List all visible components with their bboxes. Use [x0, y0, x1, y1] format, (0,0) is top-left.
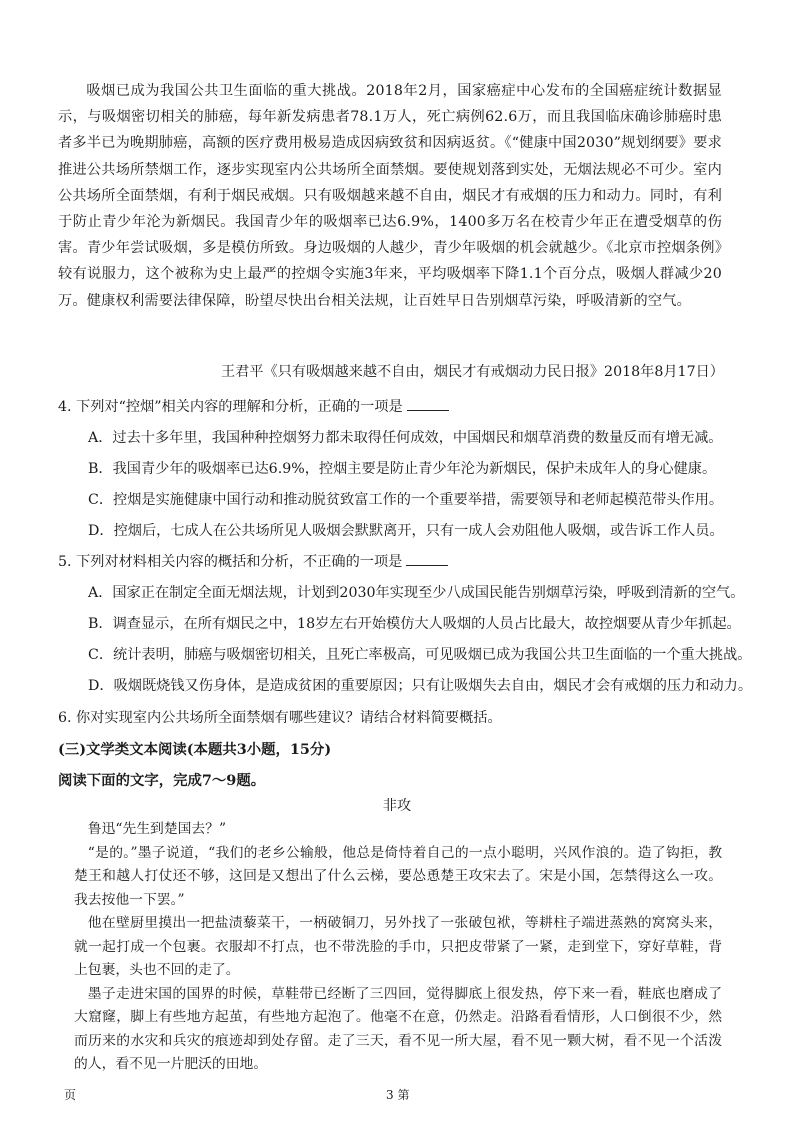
story-paragraph: 鲁迅“先生到楚国去？” [87, 821, 227, 837]
q4-option-b: B．我国青少年的吸烟率已达6.9%，控烟主要是防止青少年沦为新烟民，保护未成年人的身心健康。 [88, 461, 717, 477]
story-paragraph: 他在壁厨里摸出一把盐渍藜菜干，一柄破铜刀，另外找了一张破包袱，等耕柱子端进蒸熟的窝窝头来，就一起打成一个包裹。衣服却不打点，也不带洗脸的手巾，只把皮带紧了一紧，走到堂下，穿好草鞋，背上包裹，头也不回的走了。 [74, 915, 722, 978]
q4-option-d: D．控烟后，七成人在公共场所见人吸烟会默默离开，只有一成人会劝阻他人吸烟，或告诉工作人员。 [88, 523, 724, 539]
answer-blank[interactable] [407, 396, 449, 411]
q4-option-a: A．过去十多年里，我国种种控烟努力都未取得任何成效，中国烟民和烟草消费的数量反而有增无减。 [88, 430, 723, 446]
q5-option-b: B．调查显示，在所有烟民之中，18岁左右开始模仿大人吸烟的人员占比最大，故控烟要从青少年抓起。 [88, 616, 741, 632]
footer-page-label: 页 [64, 1088, 77, 1102]
story-paragraph: 墨子走进宋国的国界的时候，草鞋带已经断了三四回，觉得脚底上很发热，停下来一看，鞋底也磨成了大窟窿，脚上有些地方起茧，有些地方起泡了。他毫不在意，仍然走。沿路看看情形，人口倒很不少，然而历来的水灾和兵灾的痕迹却到处存留。走了三天，看不见一所大屋，看不见一颗大树，看不见一个活泼的人，看不见一片肥沃的田地。 [74, 985, 722, 1072]
q5-option-d: D．吸烟既烧钱又伤身体，是造成贫困的重要原因；只有让吸烟失去自由，烟民才会有戒烟的压力和动力。 [88, 678, 753, 694]
story-title: 非攻 [382, 798, 412, 814]
question-5-stem: 5. 下列对材料相关内容的概括和分析，不正确的一项是 [58, 554, 403, 570]
passage-source: 王君平《只有吸烟越来越不自由，烟民才有戒烟动力民日报》2018年8月17日） [220, 364, 724, 380]
section-instruction: 阅读下面的文字，完成7～9题。 [58, 772, 266, 789]
q5-option-a: A．国家正在制定全面无烟法规，计划到2030年实现至少八成国民能告别烟草污染，呼吸到清新的空气。 [88, 585, 745, 601]
answer-blank[interactable] [406, 551, 448, 566]
q4-option-c: C．控烟是实施健康中国行动和推动脱贫致富工作的一个重要举措，需要领导和老师起模范带头作用。 [88, 492, 724, 508]
question-5 [58, 551, 448, 571]
story-paragraph: “是的。”墨子说道，“我们的老乡公输般，他总是倚恃着自己的一点小聪明，兴风作浪的。造了钩拒，教楚王和越人打仗还不够，这回是又想出了什么云梯，要怂恿楚王攻宋去了。宋是小国，怎禁得这么一攻。我去按他一下罢。” [74, 844, 722, 908]
q5-option-c: C．统计表明，肺癌与吸烟密切相关，且死亡率极高，可见吸烟已成为我国公共卫生面临的一个重大挑战。 [88, 647, 752, 663]
section-heading: (三)文学类文本阅读(本题共3小题，15分) [58, 741, 332, 758]
question-6: 6. 你对实现室内公共场所全面禁烟有哪些建议？请结合材料简要概括。 [58, 710, 502, 726]
story-body [74, 818, 722, 1077]
footer-page-number: 3 第 [386, 1088, 410, 1102]
question-4-stem: 4. 下列对“控烟”相关内容的理解和分析，正确的一项是 [58, 399, 403, 415]
passage-paragraph: 吸烟已成为我国公共卫生面临的重大挑战。2018年2月，国家癌症中心发布的全国癌症统计数据显示，与吸烟密切相关的肺癌，每年新发病患者78.1万人，死亡病例62.6万，而且我国临床确诊肺癌时患者多半已为晚期肺癌，高额的医疗费用极易造成因病致贫和因病返贫。《“健康中国2030”规划纲要》要求推进公共场所禁烟工作，逐步实现室内公共场所全面禁烟。要使规划落到实处，无烟法规必不可少。室内公共场所全面禁烟，有利于烟民戒烟。只有吸烟越来越不自由，烟民才有戒烟的压力和动力。同时，有利于防止青少年沦为新烟民。我国青少年的吸烟率已达6.9%，1400多万名在校青少年正在遭受烟草的伤害。青少年尝试吸烟，多是模仿所致。身边吸烟的人越少，青少年吸烟的机会就越少。《北京市控烟条例》较有说服力，这个被称为史上最严的控烟令实施3年来，平均吸烟率下降1.1个百分点，吸烟人群减少20万。健康权利需要法律保障，盼望尽快出台相关法规，让百姓早日告别烟草污染，呼吸清新的空气。 [58, 83, 722, 309]
question-4 [58, 396, 449, 416]
